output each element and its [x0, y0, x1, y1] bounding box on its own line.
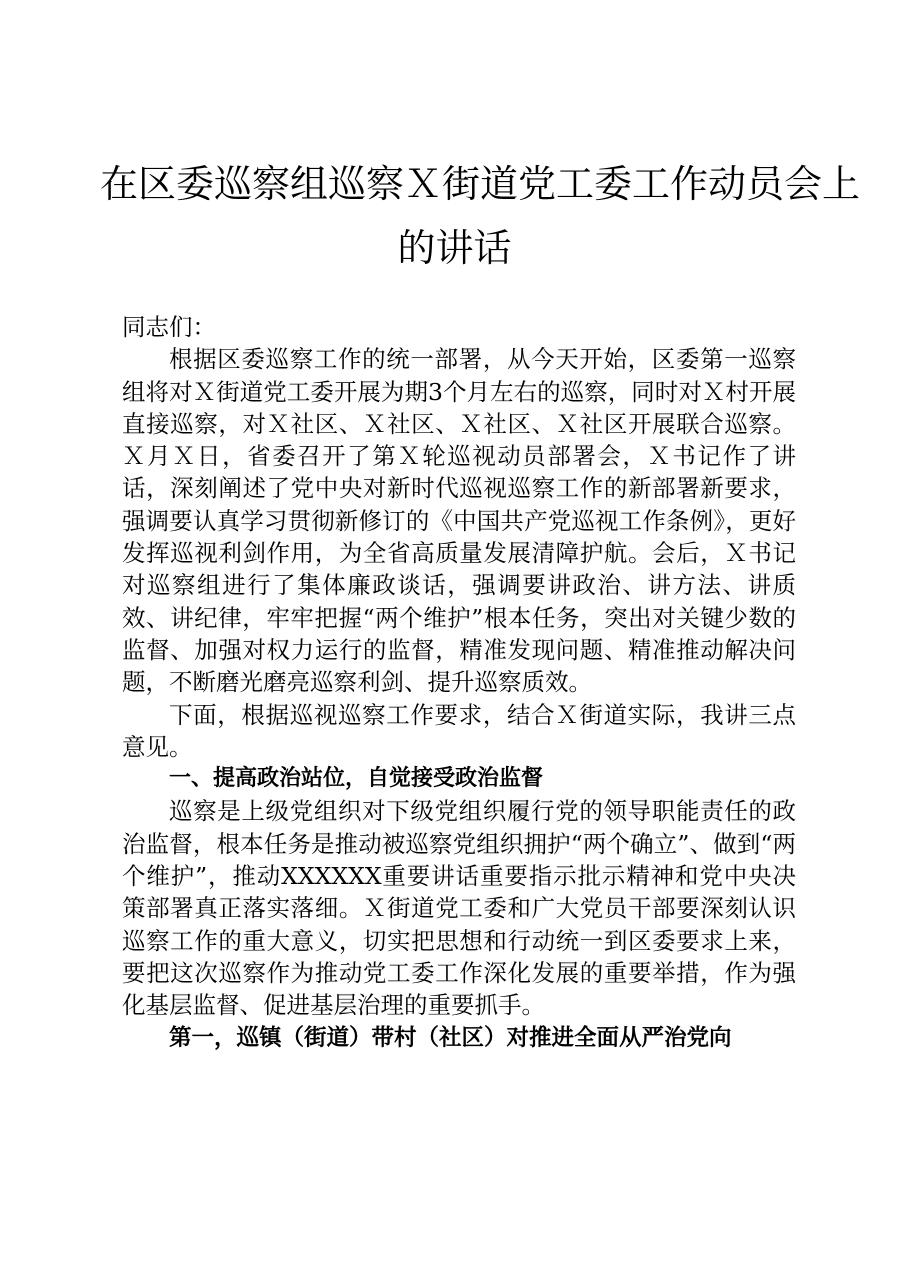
section-heading-1: 一、提高政治站位，自觉接受政治监督 — [169, 766, 544, 792]
title-line-1: 在区委巡察组巡察Ｘ街道党工委工作动员会上 — [100, 162, 861, 206]
paragraph-3: 巡察是上级党组织对下级党组织履行党的领导职能责任的政治监督，根本任务是推动被巡察党组织拥护“两个确立”、做到“两个维护”，推动XXXXXX重要讲话重要指示批示精神和党中央决策部署真正落实落细。Ｘ街道党工委和广大党员干部要深刻认识巡察工作的重大意义，切实把思想和行动统一到区委要求上来，要把这次巡察作为推动党工委工作深化发展的重要举措，作为强化基层监督、促进基层治理的重要抓手。 — [122, 797, 796, 1020]
sub-heading-1: 第一，巡镇（街道）带村（社区）对推进全面从严治党向 — [169, 1024, 732, 1051]
document-body — [122, 311, 796, 1054]
paragraph-2: 下面，根据巡视巡察工作要求，结合Ｘ街道实际，我讲三点意见。 — [122, 700, 796, 761]
salutation: 同志们： — [122, 313, 216, 341]
paragraph-1: 根据区委巡察工作的统一部署，从今天开始，区委第一巡察组将对Ｘ街道党工委开展为期3个月左右的巡察，同时对Ｘ村开展直接巡察，对Ｘ社区、Ｘ社区、Ｘ社区、Ｘ社区开展联合巡察。Ｘ月Ｘ日，省委召开了第Ｘ轮巡视动员部署会，Ｘ书记作了讲话，深刻阐述了党中央对新时代巡视巡察工作的新部署新要求，强调要认真学习贯彻新修订的《中国共产党巡视工作条例》，更好发挥巡视利剑作用，为全省高质量发展清障护航。会后，Ｘ书记对巡察组进行了集体廉政谈话，强调要讲政治、讲方法、讲质效、讲纪律，牢牢把握“两个维护”根本任务，突出对关键少数的监督、加强对权力运行的监督，精准发现问题、精准推动解决问题，不断磨光磨亮巡察利剑、提升巡察质效。 — [122, 345, 796, 697]
document-title — [100, 152, 861, 280]
title-line-2: 的讲话 — [397, 226, 512, 270]
